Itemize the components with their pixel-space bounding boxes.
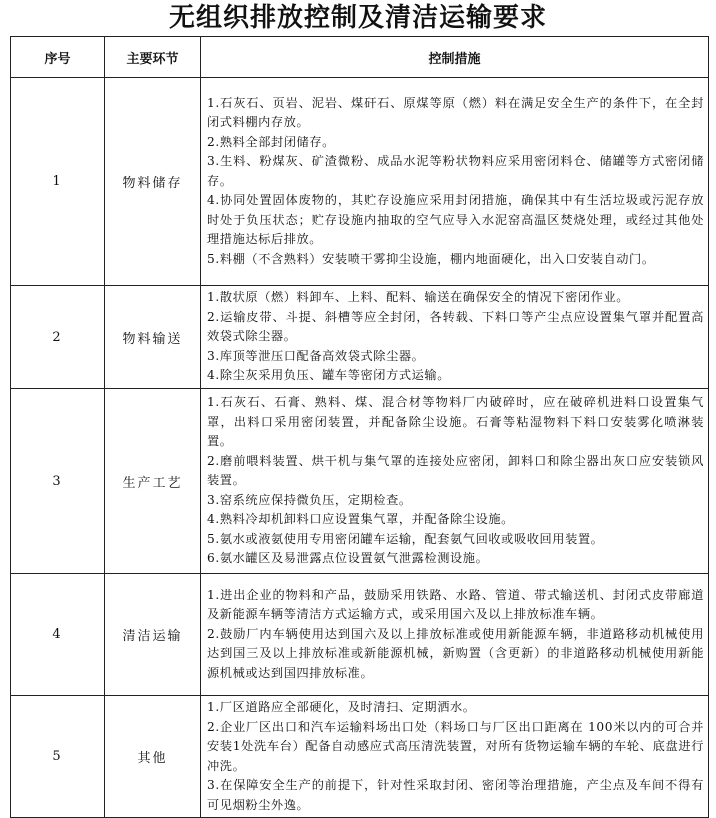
measure-item: 1.厂区道路应全部硬化，及时清扫、定期洒水。 <box>207 700 476 714</box>
header-seq: 序号 <box>11 37 105 78</box>
measure-item: 3.窑系统应保持微负压，定期检查。 <box>207 492 412 507</box>
row-stage: 清洁运输 <box>105 574 201 696</box>
measure-item: 4.熟料冷却机卸料口应设置集气罩，并配备除尘设施。 <box>207 512 514 527</box>
row-seq: 1 <box>11 78 105 286</box>
row-stage: 物料储存 <box>105 78 201 286</box>
measure-item: 4.除尘灰采用负压、罐车等密闭方式运输。 <box>207 368 451 383</box>
measure-item: 2.鼓励厂内车辆使用达到国六及以上排放标准或使用新能源车辆，非道路移动机械使用达到国三及以上排放标准或新能源机械，新购置（含更新）的非道路移动机械使用新能源机械或达到国四排放标准。 <box>207 626 704 680</box>
row-measures <box>201 696 709 818</box>
row-measures <box>201 574 709 696</box>
measure-item: 1.进出企业的物料和产品，鼓励采用铁路、水路、管道、带式输送机、封闭式皮带廊道及新能源车辆等清洁方式运输方式，或采用国六及以上排放标准车辆。 <box>207 587 704 622</box>
measure-item: 3.库顶等泄压口配备高效袋式除尘器。 <box>207 348 425 363</box>
row-seq: 3 <box>11 389 105 574</box>
measure-item: 1.石灰石、页岩、泥岩、煤矸石、原煤等原（燃）料在满足安全生产的条件下，在全封闭式料棚内存放。 <box>207 95 704 130</box>
row-measures <box>201 78 709 286</box>
control-requirements-table <box>10 36 709 818</box>
measure-item: 2.熟料全部封闭储存。 <box>207 134 335 149</box>
row-stage: 物料输送 <box>105 286 201 389</box>
table-row <box>11 696 709 818</box>
measure-item: 2.企业厂区出口和汽车运输料场出口处（料场口与厂区出口距离在 100米以内的可合并安装1处洗车台）配备自动感应式高压清洗装置，对所有货物运输车辆的车轮、底盘进行冲洗。 <box>207 719 704 773</box>
row-stage: 生产工艺 <box>105 389 201 574</box>
table-row <box>11 78 709 286</box>
measure-item: 5.氨水或液氨使用专用密闭罐车运输，配套氨气回收或吸收回用装置。 <box>207 531 604 546</box>
table-row <box>11 286 709 389</box>
measure-item: 3.生料、粉煤灰、矿渣微粉、成品水泥等粉状物料应采用密闭料仓、储罐等方式密闭储存。 <box>207 154 704 188</box>
row-seq: 2 <box>11 286 105 389</box>
header-measures: 控制措施 <box>201 37 709 78</box>
header-stage: 主要环节 <box>105 37 201 78</box>
table-row <box>11 574 709 696</box>
row-seq: 5 <box>11 696 105 818</box>
measure-item: 4.协同处置固体废物的，其贮存设施应采用封闭措施，确保其中有生活垃圾或污泥存放时处于负压状态；贮存设施内抽取的空气应导入水泥窑高温区焚烧处理，或经过其他处理措施达标后排放。 <box>207 193 704 247</box>
row-measures <box>201 389 709 574</box>
measure-item: 6.氨水罐区及易泄露点位设置氨气泄露检测设施。 <box>207 551 489 566</box>
measure-item: 5.料棚（不含熟料）安装喷干雾抑尘设施，棚内地面硬化，出入口安装自动门。 <box>207 251 655 266</box>
measure-item: 2.运输皮带、斗提、斜槽等应全封闭，各转载、下料口等产尘点应设置集气罩并配置高效袋式除尘器。 <box>207 309 704 344</box>
measure-item: 3.在保障安全生产的前提下，针对性采取封闭、密闭等治理措施，产尘点及车间不得有可见烟粉尘外逸。 <box>207 778 704 812</box>
row-measures <box>201 286 709 389</box>
table-row <box>11 389 709 574</box>
page-title: 无组织排放控制及清洁运输要求 <box>168 3 547 33</box>
row-seq: 4 <box>11 574 105 696</box>
measure-item: 2.磨前喂料装置、烘干机与集气罩的连接处应密闭，卸料口和除尘器出灰口应安装锁风装置。 <box>207 453 704 488</box>
measure-item: 1.散状原（燃）料卸车、上料、配料、输送在确保安全的情况下密闭作业。 <box>207 290 630 305</box>
row-stage: 其他 <box>105 696 201 818</box>
table-header-row <box>11 37 709 78</box>
measure-item: 1.石灰石、石膏、熟料、煤、混合材等物料厂内破碎时，应在破碎机进料口设置集气罩，出料口采用密闭装置，并配备除尘设施。石膏等粘湿物料下料口安装雾化喷淋装置。 <box>207 395 704 449</box>
